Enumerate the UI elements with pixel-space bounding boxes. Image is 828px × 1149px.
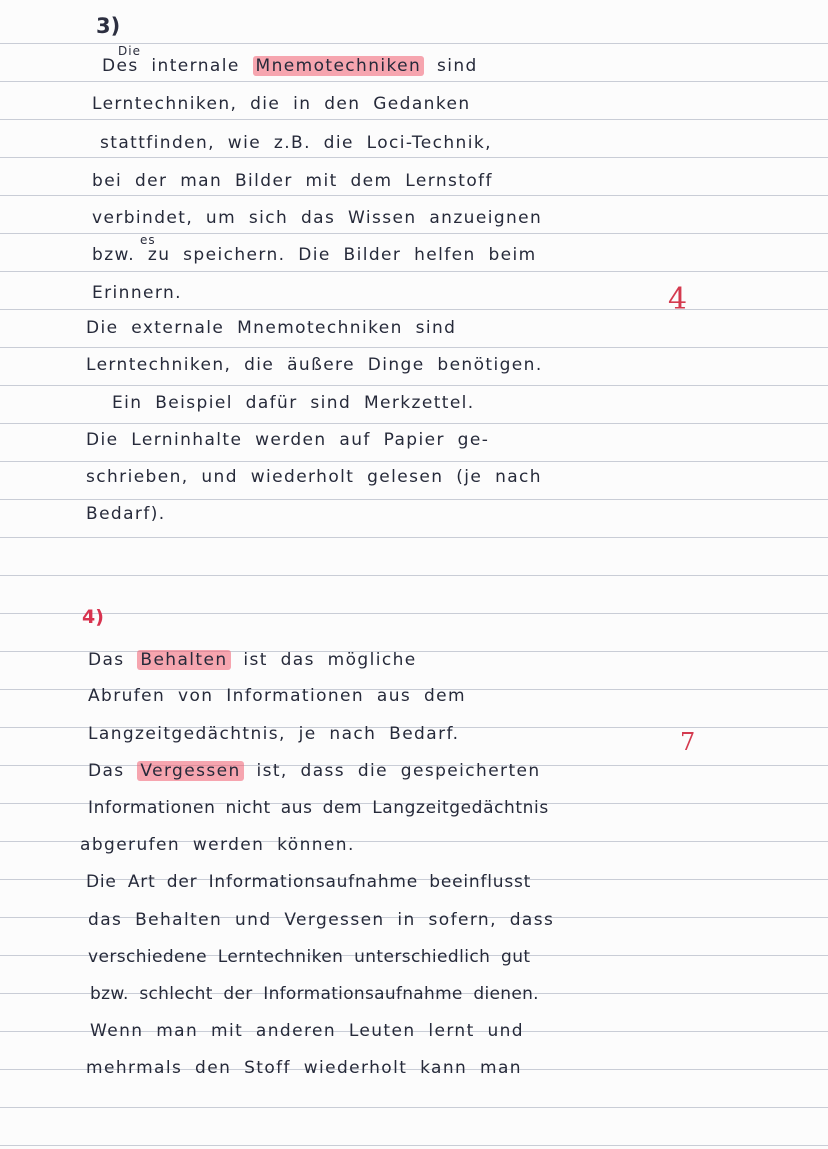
highlight-mark: Vergessen <box>137 761 243 781</box>
text-line: Lerntechniken, die in den Gedanken <box>92 94 471 114</box>
grade-mark-3: 4 <box>668 282 688 317</box>
section-number-3: 3) <box>96 14 121 38</box>
text-line: das Behalten und Vergessen in sofern, dass <box>88 910 555 930</box>
text-line: Erinnern. <box>92 283 182 303</box>
text-line: bzw. zu speichern. Die Bilder helfen beim <box>92 245 537 265</box>
text-line: Abrufen von Informationen aus dem <box>88 686 466 706</box>
text-line: Das Behalten ist das mögliche <box>88 650 417 670</box>
text-line: bzw. schlecht der Informationsaufnahme dienen. <box>90 984 539 1004</box>
text-line: Die Lerninhalte werden auf Papier ge- <box>86 430 490 450</box>
text-line: bei der man Bilder mit dem Lernstoff <box>92 171 493 191</box>
text-line: Die Art der Informationsaufnahme beeinflusst <box>86 872 532 892</box>
text-line: Langzeitgedächtnis, je nach Bedarf. <box>88 724 460 744</box>
text-line: verschiedene Lerntechniken unterschiedlich gut <box>88 947 531 967</box>
text-line: verbindet, um sich das Wissen anzueignen <box>92 208 543 228</box>
text-line: Wenn man mit anderen Leuten lernt und <box>90 1021 524 1041</box>
text-line: abgerufen werden können. <box>80 835 355 855</box>
grade-mark-4: 7 <box>680 728 696 756</box>
insert-es: es <box>140 233 156 247</box>
highlight-mark: Mnemotechniken <box>253 56 425 76</box>
text-line: mehrmals den Stoff wiederholt kann man <box>86 1058 522 1078</box>
text-line: Bedarf). <box>86 504 166 524</box>
insert-die: Die <box>118 44 141 58</box>
text-line: stattfinden, wie z.B. die Loci-Technik, <box>100 133 492 153</box>
highlight-mark: Behalten <box>137 650 230 670</box>
text-line: Des internale Mnemotechniken sind <box>102 56 478 76</box>
text-line: Die externale Mnemotechniken sind <box>86 318 457 338</box>
text-line: Ein Beispiel dafür sind Merkzettel. <box>112 393 475 413</box>
text-line: Das Vergessen ist, dass die gespeicherten <box>88 761 541 781</box>
text-line: Lerntechniken, die äußere Dinge benötigen. <box>86 355 543 375</box>
text-line: Informationen nicht aus dem Langzeitgedächtnis <box>88 798 549 818</box>
text-line: schrieben, und wiederholt gelesen (je nach <box>86 467 542 487</box>
section-number-4: 4) <box>82 606 104 628</box>
